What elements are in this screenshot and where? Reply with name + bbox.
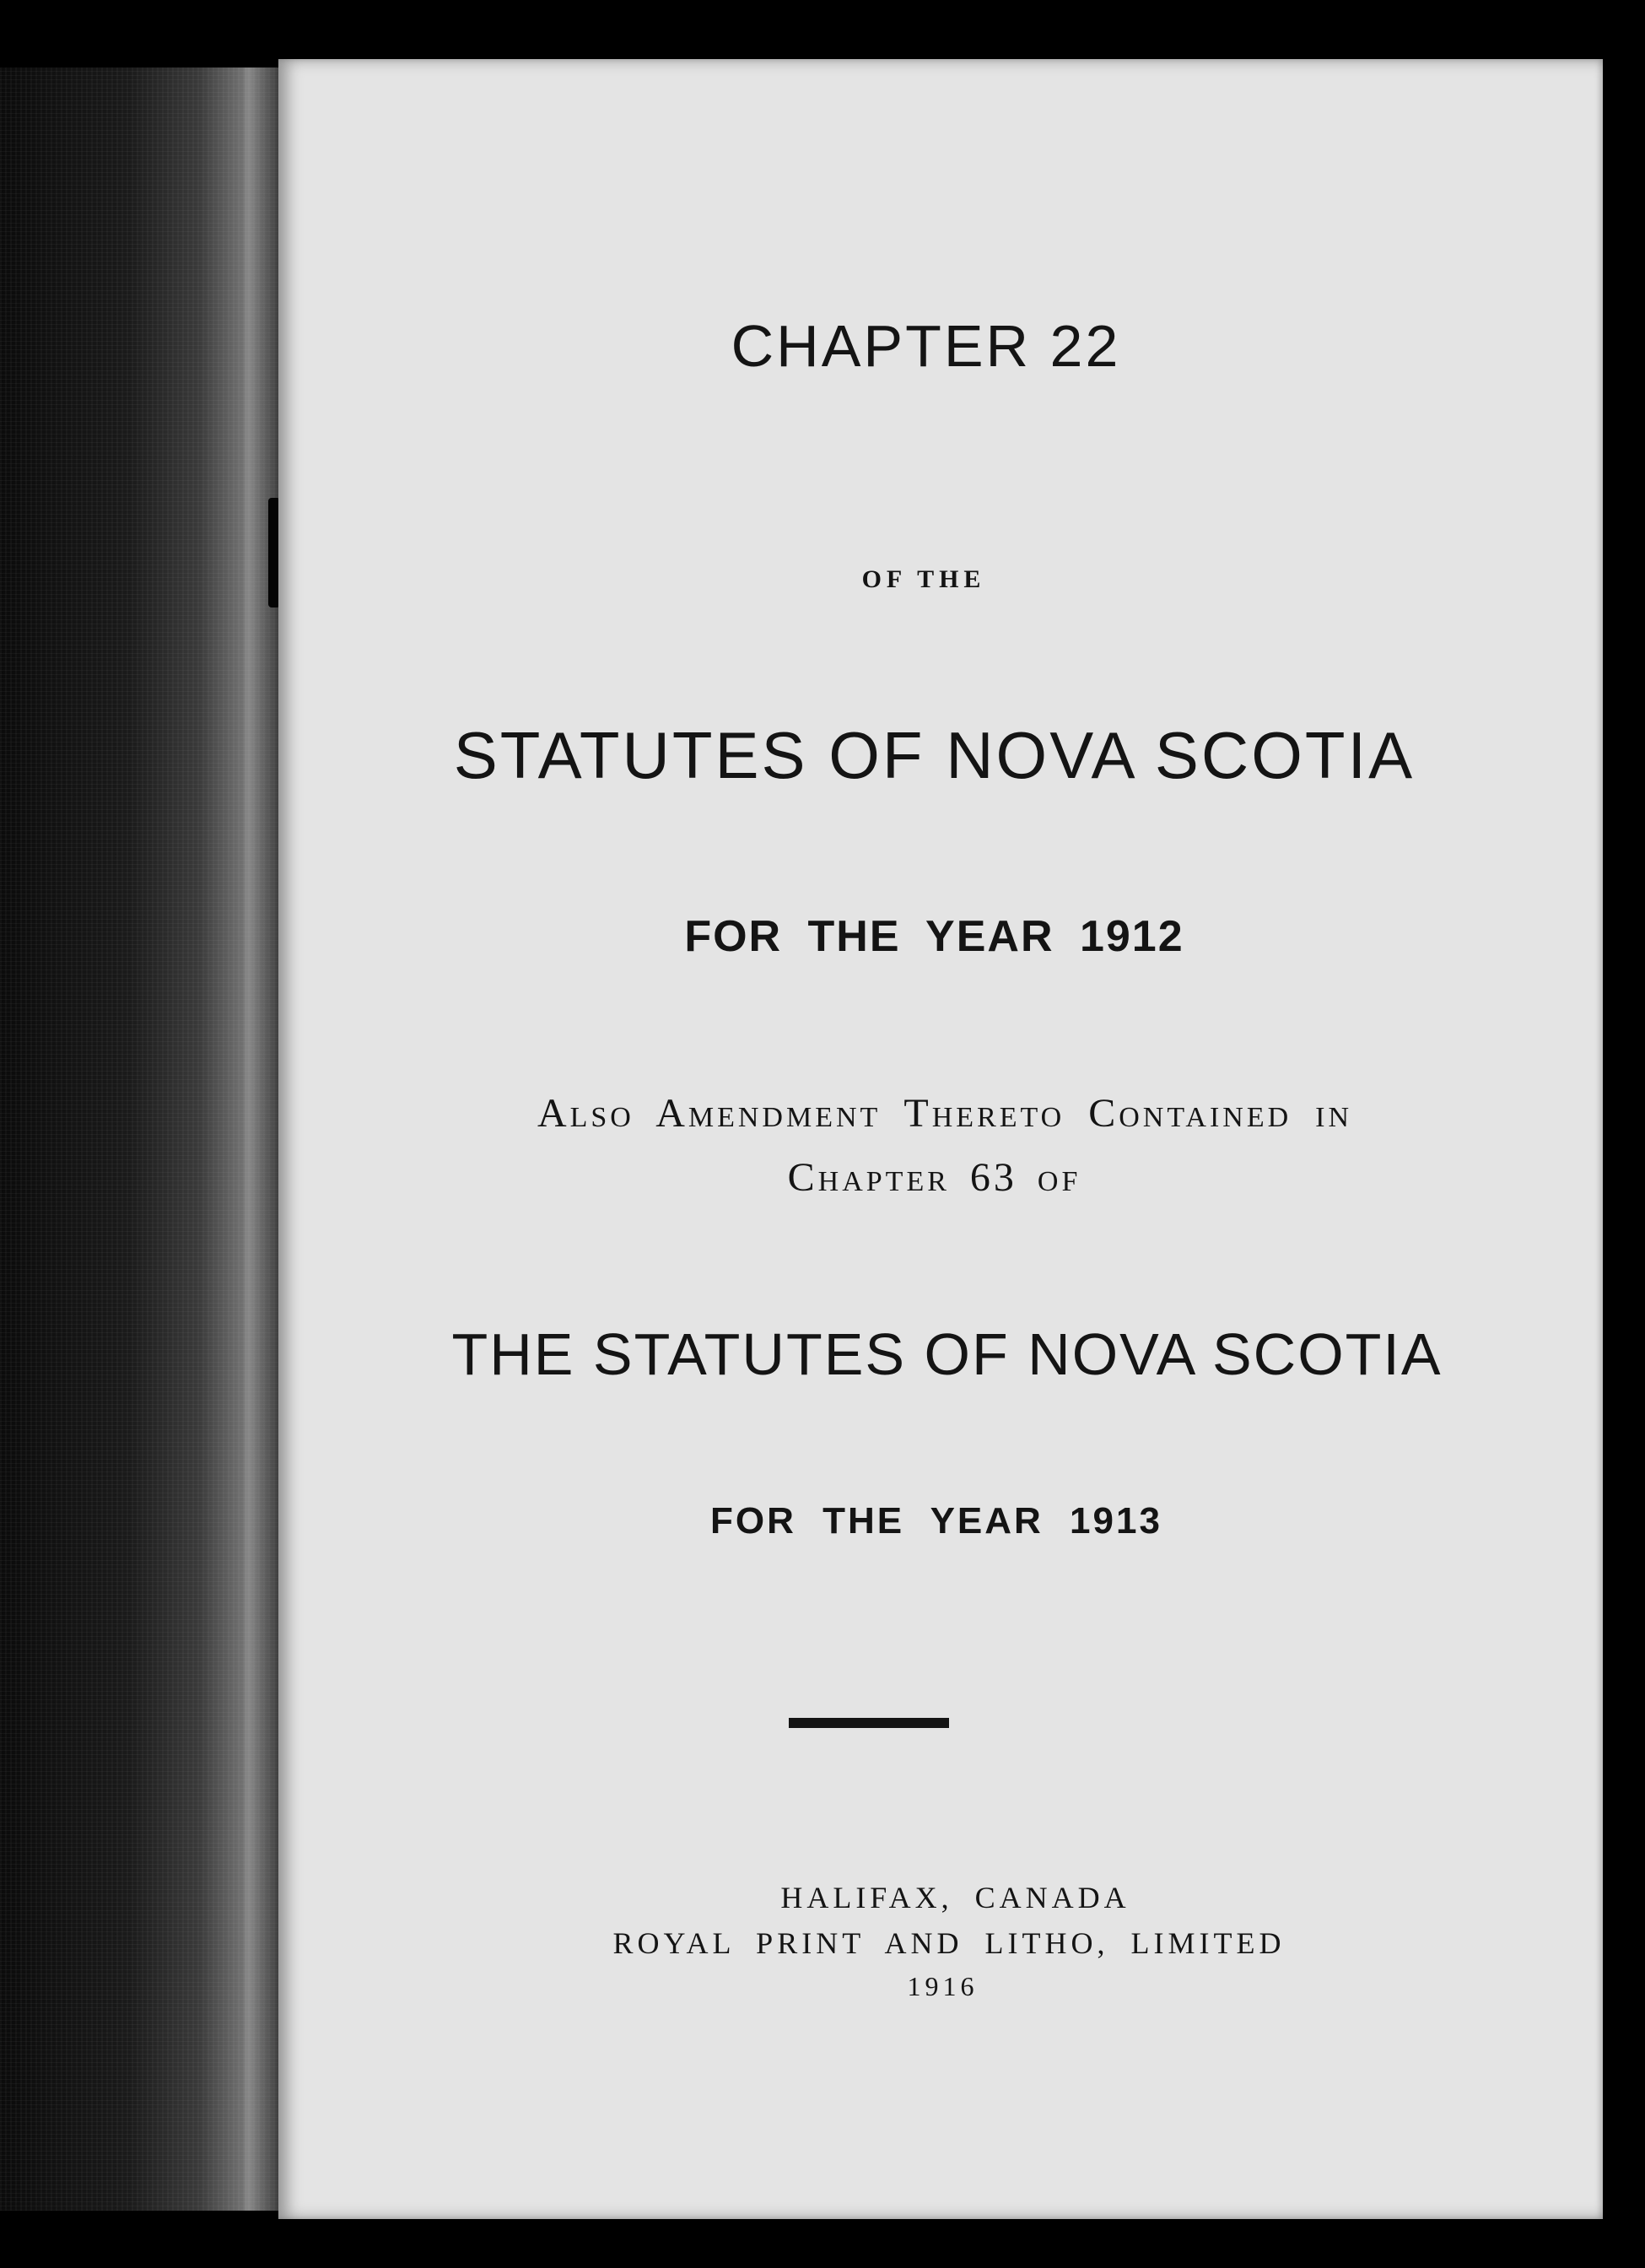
year-line-1913: FOR THE YEAR 1913 — [710, 1500, 1162, 1542]
chapter-heading: CHAPTER 22 — [731, 313, 1121, 379]
title-page — [278, 59, 1603, 2219]
amendment-line-2: Chapter 63 of — [787, 1155, 1081, 1200]
statutes-title-2: THE STATUTES OF NOVA SCOTIA — [451, 1321, 1443, 1387]
amendment-line-1: Also Amendment Thereto Contained in — [537, 1091, 1353, 1136]
imprint-place: HALIFAX, CANADA — [780, 1881, 1130, 1914]
divider-rule — [789, 1718, 949, 1728]
imprint-printer: ROYAL PRINT AND LITHO, LIMITED — [612, 1926, 1286, 1960]
imprint-year: 1916 — [907, 1971, 979, 2001]
statutes-title: STATUTES OF NOVA SCOTIA — [453, 718, 1416, 792]
year-line-1912: FOR THE YEAR 1912 — [684, 912, 1184, 961]
of-the-label: OF THE — [861, 565, 986, 593]
